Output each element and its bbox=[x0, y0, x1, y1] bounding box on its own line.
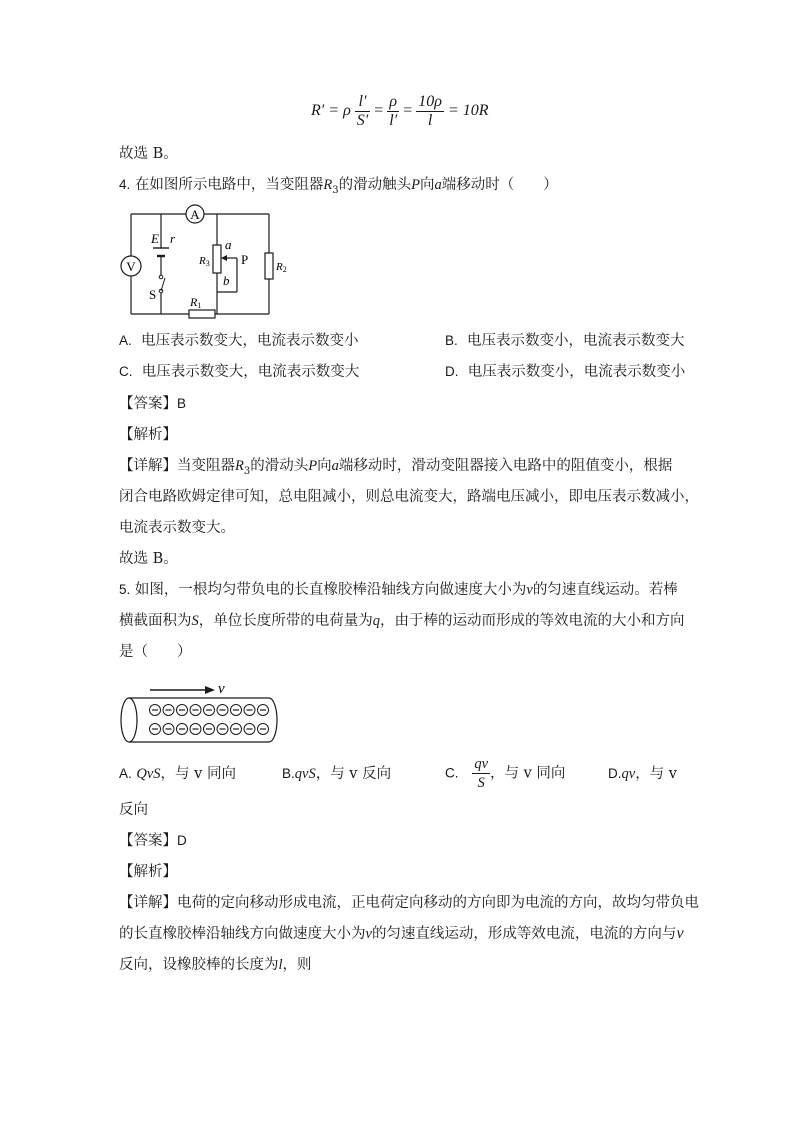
q4-option-b: B. 电压表示数变小，电流表示数变大 bbox=[445, 333, 685, 349]
resistor-r2 bbox=[265, 253, 273, 279]
q3-conclusion: 故选 B。 bbox=[119, 146, 178, 162]
q5-option-c-fraction: $\frac{qv}{S}$ bbox=[474, 756, 489, 791]
q4-detail-line-1: 【详解】当变阻器$R_3$的滑动头P向a端移动时，滑动变阻器接入电路中的阻值变小，根据 bbox=[119, 458, 673, 477]
q4-stem-a2: a bbox=[434, 177, 442, 193]
q4-stem-p: P bbox=[411, 177, 420, 193]
q5-option-b: B.qvS，与 v 反向 bbox=[282, 766, 392, 782]
r1-label: R1 bbox=[190, 295, 202, 310]
q4-option-d: D. 电压表示数变小，电流表示数变小 bbox=[445, 364, 686, 380]
q4-answer: 【答案】B bbox=[119, 396, 187, 412]
formula-rhs: = 10R bbox=[447, 102, 489, 120]
q5-option-c: C. $\frac{qv}{S}$ ，与 v 同向 bbox=[445, 756, 566, 791]
q5-detail-line-1: 【详解】电荷的定向移动形成电流，正电荷定向移动的方向即为电流的方向，故均匀带负电 bbox=[119, 895, 699, 911]
rheostat-r3 bbox=[213, 245, 221, 273]
rod-end-cap bbox=[121, 698, 137, 742]
rheostat-end-b: b bbox=[223, 273, 230, 288]
q5-stem-line-1: 5. 如图，一根均匀带负电的长直橡胶棒沿轴线方向做速度大小为v的匀速直线运动。若棒 bbox=[119, 582, 678, 598]
formula-frac-3: $\frac{10\rho}{l}$ bbox=[418, 93, 442, 129]
velocity-arrow-head bbox=[205, 686, 215, 694]
switch-blade bbox=[161, 278, 165, 291]
q4-stem-sub: 3 bbox=[332, 184, 339, 196]
formula-line bbox=[311, 93, 489, 130]
resistor-r1 bbox=[189, 310, 215, 318]
q4-conclusion: 故选 B。 bbox=[119, 551, 178, 567]
formula-eq1: = bbox=[374, 102, 384, 120]
rod-body bbox=[129, 698, 277, 742]
emf-label: E bbox=[151, 231, 159, 246]
q4-detail-line-2: 闭合电路欧姆定律可知，总电阻减小，则总电流变大，路端电压减小，即电压表示数减小， bbox=[119, 489, 699, 505]
formula-frac-2: $\frac{\rho}{l'}$ bbox=[389, 93, 398, 129]
slider-arrowhead bbox=[221, 255, 227, 261]
q4-stem-var: R bbox=[323, 177, 333, 193]
q4-analysis-label: 【解析】 bbox=[119, 427, 177, 443]
formula-eq2: = bbox=[403, 102, 413, 120]
internal-resistance-label: r bbox=[170, 231, 176, 246]
switch-contact-top bbox=[159, 275, 163, 279]
formula-lhs: R′ = ρ bbox=[311, 102, 351, 120]
q5-option-a: A. QvS，与 v 同向 bbox=[119, 766, 236, 782]
slider-label: P bbox=[241, 252, 249, 267]
rod-figure bbox=[115, 676, 285, 746]
q4-option-c: C. 电压表示数变大，电流表示数变大 bbox=[119, 364, 360, 380]
q5-detail-line-3: 反向，设橡胶棒的长度为l，则 bbox=[119, 957, 312, 973]
r3-label: R3 bbox=[199, 255, 210, 268]
switch-label: S bbox=[149, 287, 157, 302]
q4-stem-b: 的滑动触头 bbox=[338, 177, 412, 193]
q5-analysis-label: 【解析】 bbox=[119, 864, 177, 880]
q4-stem-d: 端移动时（ ） bbox=[441, 177, 558, 193]
circuit-diagram bbox=[115, 198, 295, 326]
q5-stem-line-3: 是（ ） bbox=[119, 644, 192, 660]
velocity-label: v bbox=[218, 681, 225, 697]
q4-number: 4. bbox=[119, 177, 131, 192]
q5-option-d: D.qv，与 v bbox=[608, 766, 677, 782]
q5-answer: 【答案】D bbox=[119, 833, 187, 849]
q4-detail-line-3: 电流表示数变大。 bbox=[119, 520, 235, 536]
q4-stem bbox=[119, 175, 558, 201]
q4-stem-a: 在如图所示电路中，当变阻器 bbox=[134, 177, 324, 193]
voltmeter-label: V bbox=[126, 259, 136, 274]
q5-option-d-cont: 反向 bbox=[119, 802, 148, 818]
formula-frac-1: $\frac{l'}{S'}$ bbox=[356, 93, 369, 129]
ammeter-label: A bbox=[190, 207, 200, 222]
q4-option-a: A. 电压表示数变大，电流表示数变小 bbox=[119, 333, 359, 349]
q5-detail-line-2: 的长直橡胶棒沿轴线方向做速度大小为v的匀速直线运动，形成等效电流，电流的方向与v bbox=[119, 925, 684, 942]
q4-stem-c: 向 bbox=[419, 177, 435, 193]
q5-stem-line-2: 横截面积为S，单位长度所带的电荷量为q，由于棒的运动而形成的等效电流的大小和方向 bbox=[119, 613, 685, 629]
rheostat-end-a: a bbox=[225, 237, 232, 252]
r2-label: R2 bbox=[276, 261, 287, 274]
